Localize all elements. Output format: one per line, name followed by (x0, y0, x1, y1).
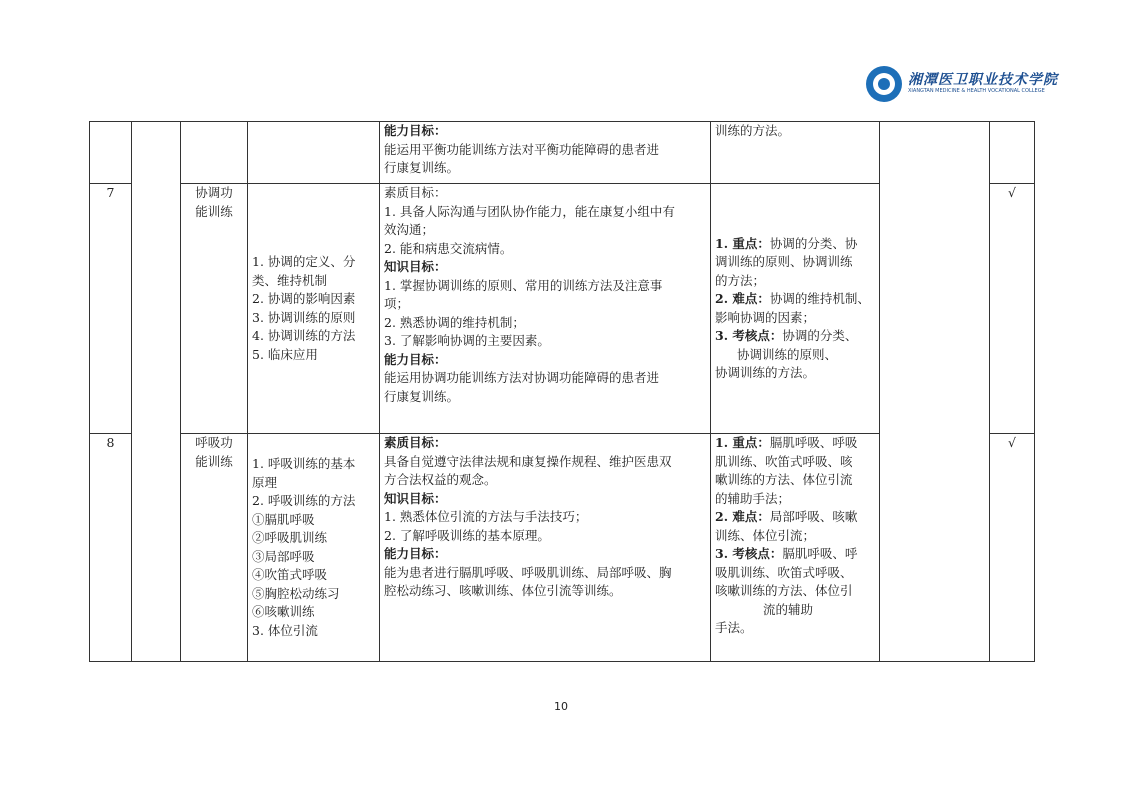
check-mark: √ (990, 184, 1035, 434)
content-cell: 1. 呼吸训练的基本 原理 2. 呼吸训练的方法 ①膈肌呼吸 ②呼吸肌训练 ③局部呼吸 ④吹笛式呼吸 ⑤胸腔松动练习 ⑥咳嗽训练 3. 体位引流 (248, 434, 380, 662)
points-cell: 1. 重点：膈肌呼吸、呼吸 肌训练、吹笛式呼吸、咳 嗽训练的方法、体位引流 的辅助手法； 2. 难点：局部呼吸、咳嗽 训练、体位引流； 3. 考核点：膈肌呼吸、呼 吸肌训练、吹笛式呼吸、 咳嗽训练的方法、体位引 流的辅助 手法。 (711, 434, 880, 662)
school-name: 湘潭医卫职业技术学院 (908, 72, 1058, 88)
objectives-cell: 能力目标： 能运用平衡功能训练方法对平衡功能障碍的患者进 行康复训练。 (380, 122, 711, 184)
content-cell: 1. 协调的定义、分 类、维持机制 2. 协调的影响因素 3. 协调训练的原则 4. 协调训练的方法 5. 临床应用 (248, 184, 380, 434)
school-logo (866, 66, 1058, 104)
logo-emblem-icon (866, 66, 902, 102)
objectives-cell: 素质目标： 具备自觉遵守法律法规和康复操作规程、维护医患双 方合法权益的观念。 知识目标： 1. 熟悉体位引流的方法与手法技巧； 2. 了解呼吸训练的基本原理。 能力目标： 能为患者进行膈肌呼吸、呼吸肌训练、局部呼吸、胸 腔松动练习、咳嗽训练、体位引流等训练。 (380, 434, 711, 662)
row-number: 8 (90, 434, 132, 662)
course-content-table (89, 121, 1035, 662)
school-name-en: XIANGTAN MEDICINE & HEALTH VOCATIONAL COLLEGE (908, 88, 1045, 94)
row-number: 7 (90, 184, 132, 434)
points-cell: 1. 重点：协调的分类、协 调训练的原则、协调训练 的方法； 2. 难点：协调的维持机制、 影响协调的因素； 3. 考核点：协调的分类、 协调训练的原则、 协调训练的方法。 (711, 184, 880, 434)
table-row-continued (90, 122, 1035, 184)
module-name: 协调功 能训练 (181, 184, 248, 434)
objectives-cell: 素质目标： 1. 具备人际沟通与团队协作能力，能在康复小组中有 效沟通； 2. 能和病患交流病情。 知识目标： 1. 掌握协调训练的原则、常用的训练方法及注意事 项； 2. 熟悉协调的维持机制； 3. 了解影响协调的主要因素。 能力目标： 能运用协调功能训练方法对协调功能障碍的患者进 行康复训练。 (380, 184, 711, 434)
module-name: 呼吸功 能训练 (181, 434, 248, 662)
page-number: 10 (554, 700, 568, 713)
check-mark: √ (990, 434, 1035, 662)
points-cell: 训练的方法。 (711, 122, 880, 184)
